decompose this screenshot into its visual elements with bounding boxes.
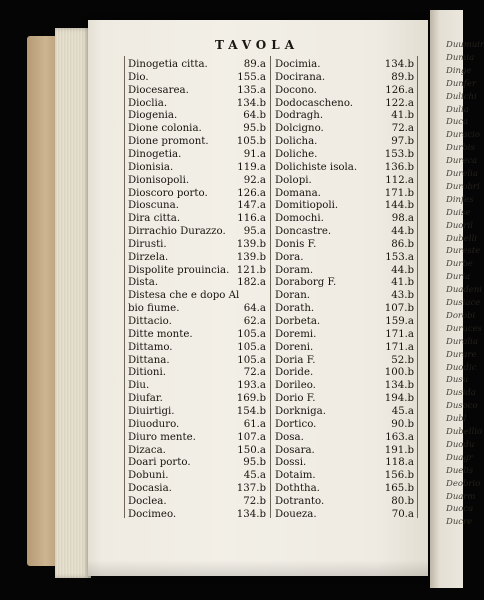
entry-page-ref: 165.b xyxy=(384,483,414,495)
entry-name: Doreni. xyxy=(275,341,314,353)
entry-page-ref: 98.a xyxy=(391,213,414,225)
next-page-fragment: Ducre xyxy=(446,517,473,528)
entry-name: Donis F. xyxy=(275,238,317,250)
entry-page-ref: 134.b xyxy=(384,59,414,70)
entry-page-ref: 182.a xyxy=(237,277,266,289)
entry-page-ref: 139.b xyxy=(236,251,266,263)
entry-page-ref: 134.b xyxy=(236,97,266,109)
entry-page-ref: 150.a xyxy=(237,444,266,456)
next-page-fragment: Duagr xyxy=(446,452,473,463)
entry-page-ref: 90.b xyxy=(391,418,414,430)
entry-page-ref: 171.a xyxy=(385,328,414,340)
entry-name: Doari porto. xyxy=(128,457,191,469)
entry-page-ref: 105.a xyxy=(237,328,266,340)
entry-name: Dortico. xyxy=(275,418,317,430)
entry-page-ref: 95.b xyxy=(243,457,266,469)
entry-name: Dolicha. xyxy=(275,136,318,148)
entry-name: Diuro mente. xyxy=(128,431,196,443)
next-page-fragment: Dusida xyxy=(446,388,476,399)
entry-name: Docimia. xyxy=(275,59,321,70)
entry-page-ref: 61.a xyxy=(243,418,266,430)
next-page-fragment: Duumuir xyxy=(446,40,484,50)
next-page-fragment: Dinfes xyxy=(446,194,474,205)
entry-name: Ditioni. xyxy=(128,367,166,379)
entry-page-ref: 80.b xyxy=(391,495,414,507)
entry-page-ref: 95.b xyxy=(243,123,266,135)
entry-name: Dodragh. xyxy=(275,110,324,122)
entry-name: Doclea. xyxy=(128,495,167,507)
entry-page-ref: 72.a xyxy=(391,123,414,135)
next-page-fragment: Duracio xyxy=(446,130,481,141)
next-page-fragment: Duralia xyxy=(446,336,478,347)
entry-page-ref: 44.b xyxy=(391,226,414,238)
entry-page-ref: 134.b xyxy=(384,380,414,392)
next-page-fragment: Duca xyxy=(446,117,469,128)
entry-page-ref: 119.a xyxy=(237,161,266,173)
next-page-fragment: Deobrio xyxy=(446,478,481,489)
entry-name: Dirrachio Durazzo. xyxy=(128,226,226,238)
entry-page-ref: 41.b xyxy=(391,277,414,289)
next-page-fragment: Duodic xyxy=(446,362,477,373)
entry-page-ref: 41.b xyxy=(391,110,414,122)
entry-page-ref: 147.a xyxy=(237,200,266,212)
entry-name: Dittamo. xyxy=(128,341,173,353)
entry-name: Doththa. xyxy=(275,483,320,495)
next-page-fragment: Duoril xyxy=(446,220,473,231)
entry-name: Dolichiste isola. xyxy=(275,161,358,173)
entry-name: Dotaim. xyxy=(275,470,316,482)
page-header: TAVOLA xyxy=(215,38,300,52)
next-page-fragment: Dusiace xyxy=(446,298,481,308)
entry-page-ref: 112.a xyxy=(385,174,414,186)
entry-page-ref: 64.b xyxy=(243,110,266,122)
entry-name: Dioclia. xyxy=(128,97,168,109)
entry-page-ref: 45.a xyxy=(243,470,266,482)
entry-page-ref: 70.a xyxy=(391,508,414,520)
page-edges xyxy=(55,28,91,578)
next-page-fragment: Duarm xyxy=(446,491,476,502)
entry-page-ref: 89.b xyxy=(391,71,414,83)
next-page-fragment: Dubl xyxy=(446,414,467,425)
entry-page-ref: 100.b xyxy=(384,367,414,379)
entry-page-ref: 171.a xyxy=(385,341,414,353)
entry-page-ref: 139.b xyxy=(236,238,266,250)
entry-page-ref: 44.b xyxy=(391,264,414,276)
next-page-fragment: Durbis xyxy=(446,143,475,154)
next-page-fragment: Duruces xyxy=(446,323,482,334)
entry-name: Dorio F. xyxy=(275,393,316,405)
next-page-fragment: Dusu xyxy=(446,375,469,386)
entry-name: Doraborg F. xyxy=(275,277,337,289)
entry-page-ref: 194.b xyxy=(384,393,414,405)
entry-page-ref: 52.b xyxy=(391,354,414,366)
next-page-fragment: Duodu xyxy=(446,439,475,450)
entry-page-ref: 153.a xyxy=(385,251,414,263)
entry-page-ref: 156.b xyxy=(384,470,414,482)
entry-name: Doria F. xyxy=(275,354,316,366)
entry-page-ref: 95.a xyxy=(243,226,266,238)
entry-name: Dossi. xyxy=(275,457,307,469)
entry-page-ref: 191.b xyxy=(384,444,414,456)
entry-page-ref: 144.b xyxy=(384,200,414,212)
entry-name: Dinogetia. xyxy=(128,148,182,160)
entry-page-ref: 92.a xyxy=(243,174,266,186)
entry-name: Dolcigno. xyxy=(275,123,324,135)
column-rule-right xyxy=(417,56,418,518)
entry-page-ref: 107.b xyxy=(384,303,414,315)
entry-name: Dione colonia. xyxy=(128,123,202,135)
entry-name: Doride. xyxy=(275,367,314,379)
entry-page-ref: 43.b xyxy=(391,290,414,302)
index-entry xyxy=(275,507,414,522)
entry-name: Diogenia. xyxy=(128,110,178,122)
entry-page-ref: 72.a xyxy=(243,367,266,379)
entry-page-ref: 86.b xyxy=(391,238,414,250)
entry-name: Docirana. xyxy=(275,71,326,83)
entry-page-ref: 136.b xyxy=(384,161,414,173)
entry-name: Domitiopoli. xyxy=(275,200,339,212)
entry-name: Dosa. xyxy=(275,431,304,443)
entry-page-ref: 105.a xyxy=(237,354,266,366)
entry-name: Dobuni. xyxy=(128,470,169,482)
next-page-fragment: Dureste xyxy=(446,246,481,257)
entry-name: Diocesarea. xyxy=(128,84,189,96)
entry-name: Dirzela. xyxy=(128,251,169,263)
entry-name: Docasia. xyxy=(128,483,172,495)
entry-page-ref: 126.a xyxy=(237,187,266,199)
entry-page-ref: 126.a xyxy=(385,84,414,96)
entry-page-ref: 116.a xyxy=(237,213,266,225)
entry-name: Dosara. xyxy=(275,444,315,456)
next-page-fragment: Durare xyxy=(446,349,477,360)
entry-name: Dista. xyxy=(128,277,159,289)
entry-name: Dionisopoli. xyxy=(128,174,190,186)
entry-page-ref: 153.b xyxy=(384,148,414,160)
next-page-fragment: Dubelli xyxy=(446,233,477,244)
entry-page-ref: 154.b xyxy=(236,405,266,417)
entry-page-ref: 163.a xyxy=(385,431,414,443)
next-page-fragment: Dumia xyxy=(446,52,475,63)
entry-name: bio fiume. xyxy=(128,303,180,315)
column-rule-left xyxy=(124,56,125,518)
entry-name: Ditte monte. xyxy=(128,328,193,340)
next-page-fragment: Durelia xyxy=(446,169,478,179)
next-page-fragment: Dunfer xyxy=(446,78,477,89)
entry-page-ref: 135.a xyxy=(237,84,266,96)
entry-name: Dorkniga. xyxy=(275,405,326,417)
entry-name: Dorath. xyxy=(275,303,315,315)
entry-name: Dirusti. xyxy=(128,238,167,250)
entry-name: Diu. xyxy=(128,380,150,392)
entry-page-ref: 105.a xyxy=(237,341,266,353)
entry-name: Domochi. xyxy=(275,213,324,225)
entry-name: Dioscuna. xyxy=(128,200,179,212)
entry-name: Doran. xyxy=(275,290,311,302)
entry-page-ref: 89.a xyxy=(243,59,266,70)
entry-name: Dorbeta. xyxy=(275,316,321,327)
entry-name: Dione promont. xyxy=(128,136,209,148)
entry-name: Dorileo. xyxy=(275,380,316,392)
next-page-fragment: Duelis xyxy=(446,465,474,476)
next-page-fragment: Dorobi xyxy=(446,310,476,321)
next-page-fragment: Dubellio xyxy=(446,427,483,437)
entry-name: Doremi. xyxy=(275,328,317,340)
entry-page-ref: 107.a xyxy=(237,431,266,443)
next-page-sliver xyxy=(430,10,484,588)
index-entry xyxy=(128,507,266,522)
entry-page-ref: 105.b xyxy=(236,136,266,148)
next-page-fragment: Dusoco xyxy=(446,401,478,412)
entry-page-ref: 134.b xyxy=(236,508,266,520)
next-page-fragment: Duria xyxy=(446,272,471,283)
next-page-fragment: Dinge xyxy=(446,65,472,76)
next-page-fragment: Dulia xyxy=(446,104,469,115)
entry-name: Dittana. xyxy=(128,354,170,366)
next-page-fragment: Durobri xyxy=(446,181,480,192)
entry-name: Dionisia. xyxy=(128,161,174,173)
entry-name: Docimeo. xyxy=(128,508,177,520)
entry-page-ref: 97.b xyxy=(391,136,414,148)
entry-name: Doueza. xyxy=(275,508,317,520)
entry-page-ref: 159.a xyxy=(385,316,414,327)
entry-page-ref: 121.b xyxy=(236,264,266,276)
entry-name: Diuoduro. xyxy=(128,418,180,430)
entry-name: Dodocascheno. xyxy=(275,97,354,109)
entry-name: Dora. xyxy=(275,251,304,263)
entry-page-ref: 72.b xyxy=(243,495,266,507)
entry-name: Distesa che e dopo Al xyxy=(128,290,240,302)
next-page-fragment: Dulichi xyxy=(446,91,477,102)
entry-page-ref: 169.b xyxy=(236,393,266,405)
entry-name: Dotranto. xyxy=(275,495,325,507)
entry-name: Dioscoro porto. xyxy=(128,187,208,199)
next-page-fragment: Durbe xyxy=(446,259,473,270)
next-page-fragment: Duise xyxy=(446,207,471,218)
entry-name: Dittacio. xyxy=(128,316,172,327)
entry-page-ref: 137.b xyxy=(236,483,266,495)
entry-name: Doram. xyxy=(275,264,314,276)
entry-page-ref: 91.a xyxy=(243,148,266,160)
next-page-fragment: Dureca xyxy=(446,156,478,167)
entry-name: Dispolite prouincia. xyxy=(128,264,230,276)
page-bottom-shadow xyxy=(88,560,428,576)
entry-page-ref: 193.a xyxy=(237,380,266,392)
entry-page-ref: 118.a xyxy=(385,457,414,469)
entry-name: Diufar. xyxy=(128,393,163,405)
entry-name: Diuirtigi. xyxy=(128,405,175,417)
entry-name: Docono. xyxy=(275,84,317,96)
entry-name: Dolopi. xyxy=(275,174,312,186)
entry-page-ref: 64.a xyxy=(243,303,266,315)
entry-name: Dio. xyxy=(128,71,149,83)
entry-name: Dizaca. xyxy=(128,444,166,456)
column-rule-middle xyxy=(270,56,271,518)
entry-name: Domana. xyxy=(275,187,321,199)
entry-name: Doncastre. xyxy=(275,226,332,238)
entry-page-ref: 171.b xyxy=(384,187,414,199)
entry-name: Dinogetia citta. xyxy=(128,59,208,70)
entry-page-ref: 155.a xyxy=(237,71,266,83)
entry-page-ref: 62.a xyxy=(243,316,266,327)
entry-page-ref: 45.a xyxy=(391,405,414,417)
entry-name: Doliche. xyxy=(275,148,318,160)
entry-page-ref: 122.a xyxy=(385,97,414,109)
next-page-fragment: Duoca xyxy=(446,504,474,515)
entry-name: Dira citta. xyxy=(128,213,181,225)
next-page-fragment: Duadeni xyxy=(446,285,483,296)
